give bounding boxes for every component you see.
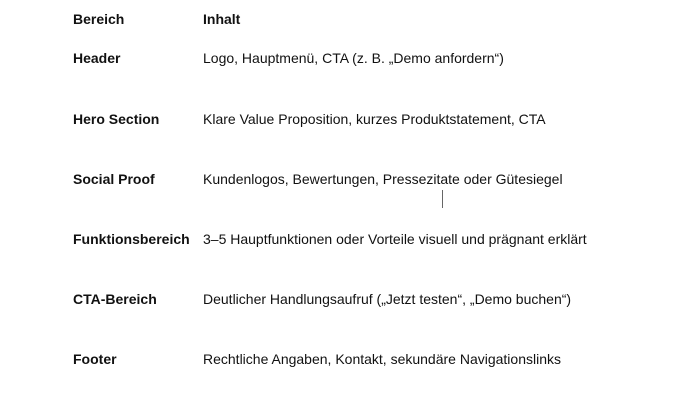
row-value[interactable]: Deutlicher Handlungsaufruf („Jetzt testen“, „Demo buchen“) xyxy=(203,291,572,307)
table-header-row xyxy=(73,0,673,39)
header-cell-inhalt[interactable]: Inhalt xyxy=(203,11,241,27)
content-table xyxy=(73,0,673,400)
table-row xyxy=(73,160,673,220)
table-row xyxy=(73,39,673,100)
header-cell-bereich[interactable]: Bereich xyxy=(73,11,125,27)
table-row xyxy=(73,100,673,160)
row-key[interactable]: Footer xyxy=(73,351,117,367)
row-key[interactable]: Funktionsbereich xyxy=(73,231,190,247)
table-row xyxy=(73,340,673,400)
row-value[interactable]: Rechtliche Angaben, Kontakt, sekundäre Navigationslinks xyxy=(203,351,561,367)
table-row xyxy=(73,220,673,280)
row-value[interactable]: Logo, Hauptmenü, CTA (z. B. „Demo anfordern“) xyxy=(203,50,504,66)
row-key[interactable]: Header xyxy=(73,50,121,66)
row-value[interactable]: Klare Value Proposition, kurzes Produktstatement, CTA xyxy=(203,111,546,127)
row-value[interactable]: 3–5 Hauptfunktionen oder Vorteile visuell und prägnant erklärt xyxy=(203,231,587,247)
row-key[interactable]: Social Proof xyxy=(73,171,155,187)
row-value[interactable]: Kundenlogos, Bewertungen, Pressezitate oder Gütesiegel xyxy=(203,171,563,187)
text-cursor xyxy=(442,190,443,208)
row-key[interactable]: Hero Section xyxy=(73,111,160,127)
row-key[interactable]: CTA-Bereich xyxy=(73,291,157,307)
table-row xyxy=(73,280,673,340)
